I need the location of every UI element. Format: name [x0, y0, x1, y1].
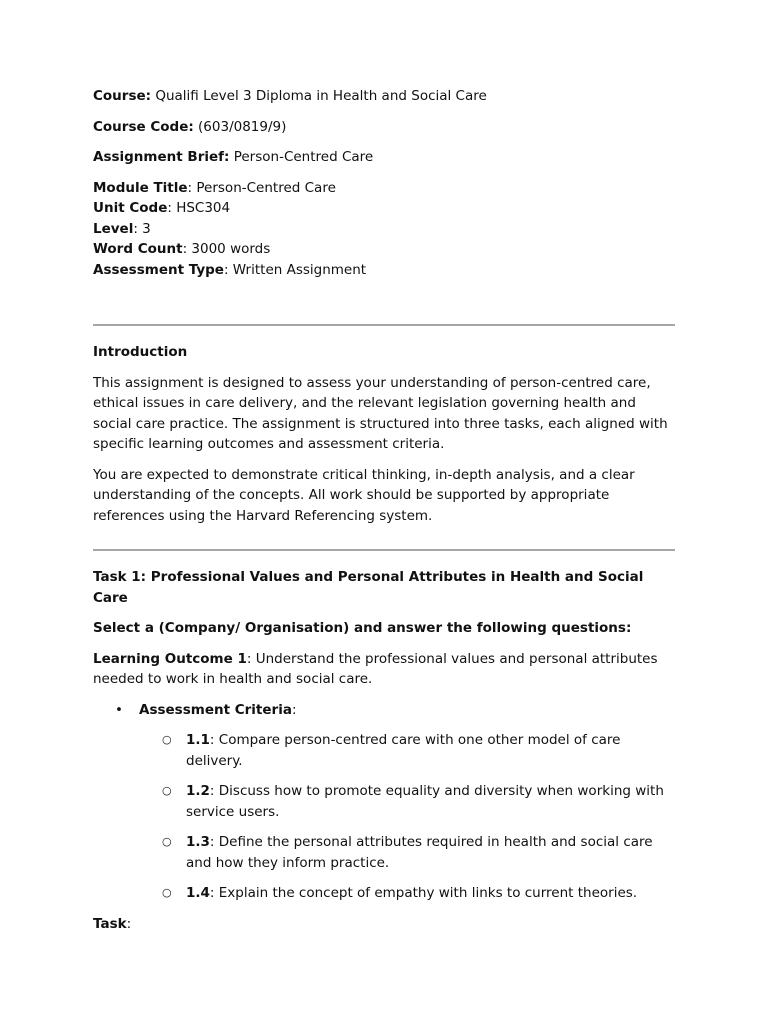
introduction-paragraph-2: You are expected to demonstrate critical thinking, in-depth analysis, and a clear understanding of the concepts. All work should be supported by appropriate references using the Harvard Referencing system.: [93, 466, 635, 524]
level-label: Level: [93, 220, 134, 237]
introduction-paragraph-1: This assignment is designed to assess your understanding of person-centred care, ethical issues in care delivery, and the relevant legislation governing health and social care practice. The assignment is structured into three tasks, each aligned with specific learning outcomes and assessment criteria.: [93, 374, 668, 452]
course-line: [93, 86, 675, 107]
level-value: : 3: [133, 220, 151, 237]
assignment-brief-line: [93, 147, 675, 168]
word-count-line: [93, 239, 675, 260]
criterion-item: [93, 832, 675, 873]
criterion-item: [93, 781, 675, 822]
unit-code-label: Unit Code: [93, 200, 168, 216]
circle-bullet-icon: ○: [162, 784, 172, 797]
criterion-code: 1.4: [186, 885, 210, 901]
bullet-icon: •: [115, 701, 123, 718]
introduction-heading: Introduction: [93, 344, 188, 360]
task-colon: :: [126, 915, 132, 932]
circle-bullet-icon: ○: [162, 835, 172, 848]
criterion-text: : Compare person-centred care with one other model of care delivery.: [186, 732, 621, 769]
criterion-item: [93, 883, 675, 904]
unit-code-line: [93, 198, 675, 219]
circle-bullet-icon: ○: [162, 886, 172, 899]
criterion-item: [93, 730, 675, 771]
criterion-code: 1.2: [186, 783, 210, 799]
criterion-text: : Discuss how to promote equality and diversity when working with service users.: [186, 783, 664, 820]
module-title-value: : Person-Centred Care: [187, 179, 336, 196]
course-label: Course:: [93, 88, 152, 104]
criterion-text: : Define the personal attributes required in health and social care and how they inform practice.: [186, 834, 653, 871]
module-title-line: [93, 178, 675, 199]
task1-heading: Task 1: Professional Values and Personal Attributes in Health and Social Care: [93, 569, 644, 606]
task-label: Task: [93, 915, 127, 932]
learning-outcome-label: Learning Outcome 1: [93, 650, 247, 667]
assignment-brief-label: Assignment Brief:: [93, 149, 230, 165]
section-divider: [93, 324, 675, 326]
level-line: [93, 219, 675, 240]
assessment-type-line: [93, 260, 675, 281]
course-code-value: (603/0819/9): [193, 118, 287, 135]
assessment-criteria-label: Assessment Criteria: [139, 701, 292, 718]
task-line: [93, 914, 675, 935]
document-page: [93, 86, 675, 934]
assessment-type-value: : Written Assignment: [223, 261, 367, 278]
criterion-text: : Explain the concept of empathy with links to current theories.: [209, 885, 638, 901]
assessment-criteria-colon: :: [291, 701, 297, 718]
criterion-code: 1.1: [186, 732, 210, 748]
task1-instruction: Select a (Company/ Organisation) and answer the following questions:: [93, 620, 632, 636]
module-title-label: Module Title: [93, 179, 188, 196]
course-code-label: Course Code:: [93, 118, 194, 135]
learning-outcome: [93, 649, 675, 690]
assessment-type-label: Assessment Type: [93, 261, 224, 278]
assessment-criteria-bullet: [93, 700, 675, 721]
course-value: Qualifi Level 3 Diploma in Health and Social Care: [151, 88, 487, 104]
word-count-label: Word Count: [93, 241, 183, 257]
unit-code-value: : HSC304: [167, 200, 231, 216]
circle-bullet-icon: ○: [162, 733, 172, 746]
word-count-value: : 3000 words: [182, 241, 271, 257]
criterion-code: 1.3: [186, 834, 210, 850]
assignment-brief-value: Person-Centred Care: [229, 149, 374, 165]
module-info-block: [93, 178, 675, 281]
learning-outcome-text: : Understand the professional values and personal attributes needed to work in health and social care.: [93, 650, 658, 687]
section-divider: [93, 549, 675, 551]
course-code-line: [93, 117, 675, 138]
